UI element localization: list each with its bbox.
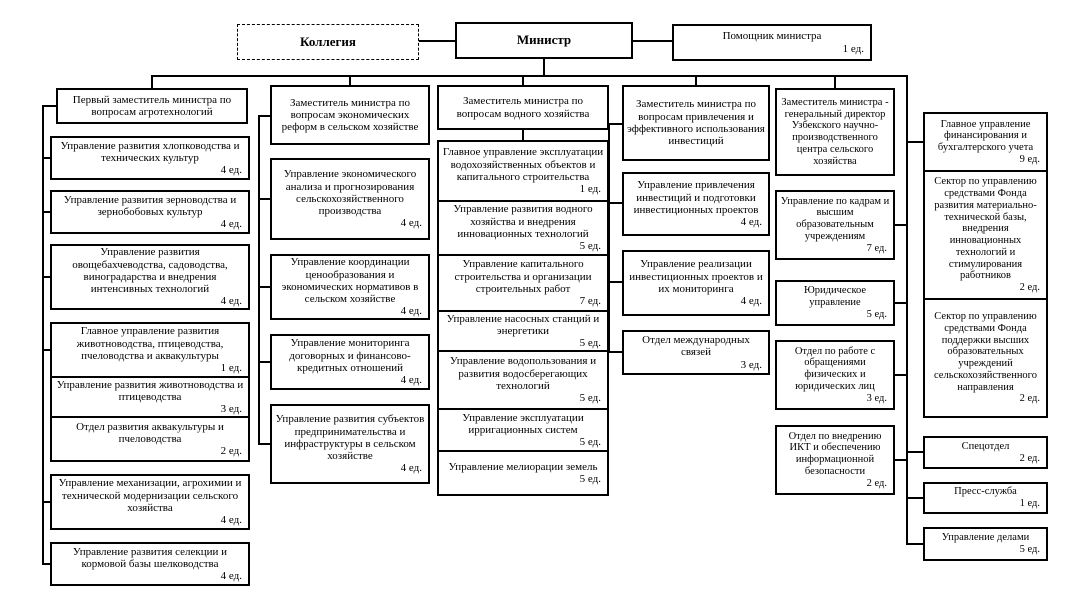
org-box-col4-header	[622, 85, 770, 161]
org-box-col4-item-2	[622, 330, 770, 375]
org-box-assistant	[672, 24, 872, 61]
connector	[906, 543, 923, 545]
box-title: Пресс-служба	[954, 486, 1017, 498]
box-count: 1 ед.	[842, 42, 864, 55]
connector	[419, 40, 455, 42]
org-box-col1-header	[56, 88, 248, 124]
connector	[895, 224, 906, 226]
box-count: 5 ед.	[1019, 544, 1040, 555]
box-count: 4 ед.	[400, 217, 422, 230]
box-title: Главное управление финансирования и бухгалтерского учета	[937, 118, 1034, 153]
org-box-col6-item-1	[923, 170, 1048, 300]
box-title: Управление координации ценообразования и экономических нормативов в сельском хозяйстве	[281, 256, 419, 306]
box-count: 4 ед.	[220, 295, 242, 308]
box-count: 7 ед.	[579, 295, 601, 308]
org-box-col2-item-0	[270, 158, 430, 240]
box-count: 1 ед.	[1019, 498, 1040, 509]
box-count: 4 ед.	[220, 514, 242, 527]
box-title: Заместитель министра по вопросам водного хозяйства	[456, 95, 590, 120]
org-box-col3-item-2	[437, 254, 609, 312]
box-title: Управление развития субъектов предпринимательства и инфраструктуры в сельском хозяйстве	[275, 413, 425, 463]
connector	[543, 59, 545, 76]
box-count: 4 ед.	[400, 305, 422, 318]
connector	[695, 75, 697, 85]
org-box-col2-item-3	[270, 404, 430, 484]
box-count: 5 ед.	[579, 392, 601, 405]
box-count: 3 ед.	[740, 358, 762, 371]
connector	[42, 563, 50, 565]
org-box-col2-item-1	[270, 254, 430, 320]
connector	[895, 302, 906, 304]
box-title: Первый заместитель министра по вопросам агротехнологий	[72, 93, 232, 118]
box-title: Управление развития животноводства и птицеводства	[56, 378, 244, 403]
box-title: Министр	[516, 32, 572, 48]
connector	[906, 451, 923, 453]
box-title: Помощник министра	[722, 30, 822, 43]
connector	[42, 105, 44, 565]
connector	[522, 130, 524, 140]
org-box-col5-item-0	[775, 190, 895, 260]
box-count: 7 ед.	[866, 242, 887, 254]
box-count: 2 ед.	[1019, 452, 1040, 464]
org-box-collegium	[237, 24, 419, 60]
connector	[906, 75, 908, 545]
connector	[633, 40, 672, 42]
box-title: Отдел по внедрению ИКТ и обеспечению информационной безопасности	[788, 430, 882, 477]
box-title: Управление развития хлопководства и технических культур	[60, 139, 240, 164]
connector	[42, 349, 50, 351]
box-title: Главное управление развития животноводства, птицеводства, пчеловодства и аквакультуры	[76, 325, 224, 362]
connector	[834, 75, 836, 88]
box-count: 2 ед.	[1019, 282, 1040, 293]
connector	[151, 75, 153, 88]
connector	[258, 361, 270, 363]
connector	[258, 115, 270, 117]
org-box-col6-item-0	[923, 112, 1048, 172]
org-box-col3-item-4	[437, 350, 609, 410]
connector	[258, 115, 260, 445]
connector	[608, 351, 622, 353]
box-count: 2 ед.	[1019, 393, 1040, 405]
org-box-col1-item-2	[50, 244, 250, 310]
box-title: Управление развития зерноводства и зернобобовых культур	[63, 193, 237, 218]
org-box-col1-item-6	[50, 474, 250, 530]
box-title: Заместитель министра по вопросам экономических реформ в сельском хозяйстве	[281, 96, 419, 134]
org-box-col3-item-0	[437, 140, 609, 202]
org-box-minister	[455, 22, 633, 59]
box-count: 3 ед.	[220, 403, 242, 416]
connector	[608, 123, 610, 353]
org-box-col1-item-0	[50, 136, 250, 180]
connector	[42, 105, 56, 107]
box-title: Главное управление эксплуатации водохозяйственных объектов и капитального строительства	[442, 146, 604, 183]
connector	[522, 75, 524, 85]
box-count: 3 ед.	[866, 392, 887, 404]
box-title: Сектор по управлению средствами Фонда развития материально-технической базы, внедрения инновационных технологий и стимулирования работников	[934, 176, 1037, 282]
connector	[608, 123, 622, 125]
connector	[906, 141, 923, 143]
connector	[258, 198, 270, 200]
box-title: Отдел международных связей	[642, 334, 750, 359]
box-count: 2 ед.	[220, 445, 242, 458]
box-count: 1 ед.	[220, 362, 242, 375]
box-title: Заместитель министра по вопросам привлечения и эффективного использования инвестиций	[627, 98, 765, 148]
box-title: Коллегия	[300, 33, 356, 49]
org-box-col6-item-2	[923, 298, 1048, 418]
box-title: Отдел развития аквакультуры и пчеловодства	[76, 420, 224, 445]
connector	[42, 276, 50, 278]
box-title: Спецотдел	[961, 440, 1010, 452]
connector	[42, 157, 50, 159]
connector	[258, 443, 270, 445]
org-box-col5-header	[775, 88, 895, 176]
org-box-col5-item-3	[775, 425, 895, 495]
org-box-col3-item-5	[437, 408, 609, 452]
box-title: Отдел по работе с обращениями физических и юридических лиц	[794, 345, 876, 392]
org-box-col3-item-1	[437, 200, 609, 256]
box-title: Заместитель министра - генеральный директор Узбекского научно-производственного центра сельского хозяйства	[781, 96, 889, 167]
box-count: 4 ед.	[740, 216, 762, 229]
box-count: 4 ед.	[400, 462, 422, 475]
connector	[895, 459, 906, 461]
org-box-col1-item-4	[50, 376, 250, 418]
box-count: 2 ед.	[866, 477, 887, 489]
box-count: 5 ед.	[579, 240, 601, 253]
box-title: Управление развития селекции и кормовой базы шелководства	[72, 545, 228, 570]
box-count: 4 ед.	[740, 295, 762, 308]
box-title: Управление развития овощебахчеводства, садоводства, виноградарства и внедрения интенсивных технологий	[72, 246, 228, 296]
org-box-col3-item-3	[437, 310, 609, 352]
connector	[42, 211, 50, 213]
org-box-col3-item-6	[437, 450, 609, 496]
connector	[608, 281, 622, 283]
org-box-col5-item-2	[775, 340, 895, 410]
org-box-col5-item-1	[775, 280, 895, 326]
box-title: Управление мелиорации земель	[448, 460, 598, 473]
box-title: Управление водопользования и развития водосберегающих технологий	[449, 355, 597, 392]
connector	[151, 75, 908, 77]
org-box-col4-item-0	[622, 172, 770, 236]
box-title: Сектор по управлению средствами Фонда поддержки высших образовательных учреждений сельскохозяйственного направления	[934, 311, 1037, 393]
org-box-col1-item-5	[50, 416, 250, 462]
org-box-col2-item-2	[270, 334, 430, 390]
box-count: 4 ед.	[220, 164, 242, 177]
box-title: Управление делами	[941, 532, 1030, 544]
connector	[42, 501, 50, 503]
box-title: Управление реализации инвестиционных проектов и их мониторинга	[629, 258, 763, 295]
org-box-col6-item-3	[923, 436, 1048, 469]
box-count: 4 ед.	[220, 570, 242, 583]
box-count: 9 ед.	[1019, 153, 1040, 165]
org-box-col4-item-1	[622, 250, 770, 316]
connector	[258, 286, 270, 288]
connector	[608, 202, 622, 204]
org-box-col1-item-3	[50, 322, 250, 378]
org-box-col6-item-4	[923, 482, 1048, 514]
org-box-col2-header	[270, 85, 430, 145]
box-title: Управление развития водного хозяйства и внедрения инновационных технологий	[453, 203, 593, 240]
box-title: Управление мониторинга договорных и финансово-кредитных отношений	[289, 337, 411, 374]
box-title: Управление насосных станций и энергетики	[446, 312, 600, 337]
box-count: 5 ед.	[579, 436, 601, 449]
box-title: Управление механизации, агрохимии и технической модернизации сельского хозяйства	[58, 477, 242, 514]
box-title: Управление капитального строительства и организации строительных работ	[454, 258, 592, 295]
org-box-col3-header	[437, 85, 609, 130]
box-title: Юридическое управление	[803, 285, 867, 309]
box-count: 5 ед.	[579, 337, 601, 350]
org-box-col6-item-5	[923, 527, 1048, 561]
box-title: Управление эксплуатации ирригационных систем	[462, 411, 584, 436]
org-box-col1-item-1	[50, 190, 250, 234]
connector	[906, 497, 923, 499]
box-count: 4 ед.	[400, 374, 422, 387]
box-count: 5 ед.	[866, 308, 887, 320]
box-count: 5 ед.	[579, 473, 601, 485]
connector	[895, 374, 906, 376]
box-count: 4 ед.	[220, 218, 242, 231]
org-box-col1-item-7	[50, 542, 250, 586]
box-title: Управление привлечения инвестиций и подготовки инвестиционных проектов	[633, 179, 759, 216]
box-title: Управление по кадрам и высшим образовательным учреждениям	[780, 195, 890, 242]
box-count: 1 ед.	[579, 183, 601, 196]
connector	[349, 75, 351, 85]
box-title: Управление экономического анализа и прогнозирования сельскохозяйственного производства	[283, 168, 417, 218]
